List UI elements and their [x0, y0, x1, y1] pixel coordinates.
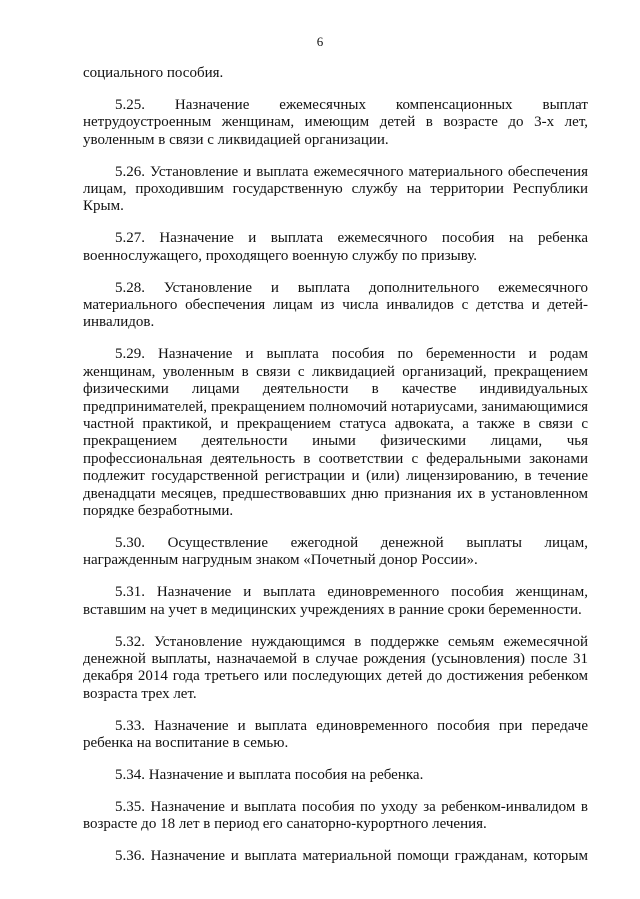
paragraph-5-34: 5.34. Назначение и выплата пособия на ребенка.: [115, 767, 424, 783]
paragraph-5-25: 5.25. Назначение ежемесячных компенсационных выплат нетрудоустроенным женщинам, имеющим детей в возрасте до 3-х лет, уволенным в связи с ликвидацией организации.: [83, 96, 588, 148]
document-body: [83, 65, 588, 880]
paragraph-5-30: 5.30. Осуществление ежегодной денежной выплаты лицам, награжденным нагрудным знаком «Почетный донор России».: [83, 534, 588, 569]
paragraph-5-28: 5.28. Установление и выплата дополнительного ежемесячного материального обеспечения лицам из числа инвалидов с детства и детей-инвалидов.: [83, 279, 588, 331]
paragraph-5-26: 5.26. Установление и выплата ежемесячного материального обеспечения лицам, проходившим государственную службу на территории Республики Крым.: [83, 163, 588, 215]
paragraph-5-33: 5.33. Назначение и выплата единовременного пособия при передаче ребенка на воспитание в семью.: [83, 717, 588, 752]
paragraph-5-32: 5.32. Установление нуждающимся в поддержке семьям ежемесячной денежной выплаты, назначаемой в случае рождения (усыновления) после 31 декабря 2014 года третьего или последующих детей до достижения ребенком возраста трех лет.: [83, 633, 588, 702]
paragraph-5-27: 5.27. Назначение и выплата ежемесячного пособия на ребенка военнослужащего, проходящего военную службу по призыву.: [83, 230, 588, 264]
paragraph-continuation: социального пособия.: [83, 65, 224, 81]
paragraph-5-29: 5.29. Назначение и выплата пособия по беременности и родам женщинам, уволенным в связи с ликвидацией организаций, прекращением физическими лицами деятельности в качестве индивидуальных предпринимателей, прекращением полномочий нотариусами, занимающимися частной практикой, и прекращением статуса адвоката, а также в связи с прекращением деятельности иными физическими лицами, чья профессиональная деятельность в соответствии с федеральными законами подлежит государственной регистрации и (или) лицензированию, в течение двенадцати месяцев, предшествовавших дню признания их в установленном порядке безработными.: [83, 346, 588, 520]
page-number: 6: [316, 34, 324, 49]
paragraph-5-36: 5.36. Назначение и выплата материальной помощи гражданам, которым: [115, 848, 588, 865]
paragraph-5-35: 5.35. Назначение и выплата пособия по уходу за ребенком-инвалидом в возрасте до 18 лет в период его санаторно-курортного лечения.: [83, 798, 588, 833]
paragraph-5-31: 5.31. Назначение и выплата единовременного пособия женщинам, вставшим на учет в медицинских учреждениях в ранние сроки беременности.: [83, 584, 588, 618]
